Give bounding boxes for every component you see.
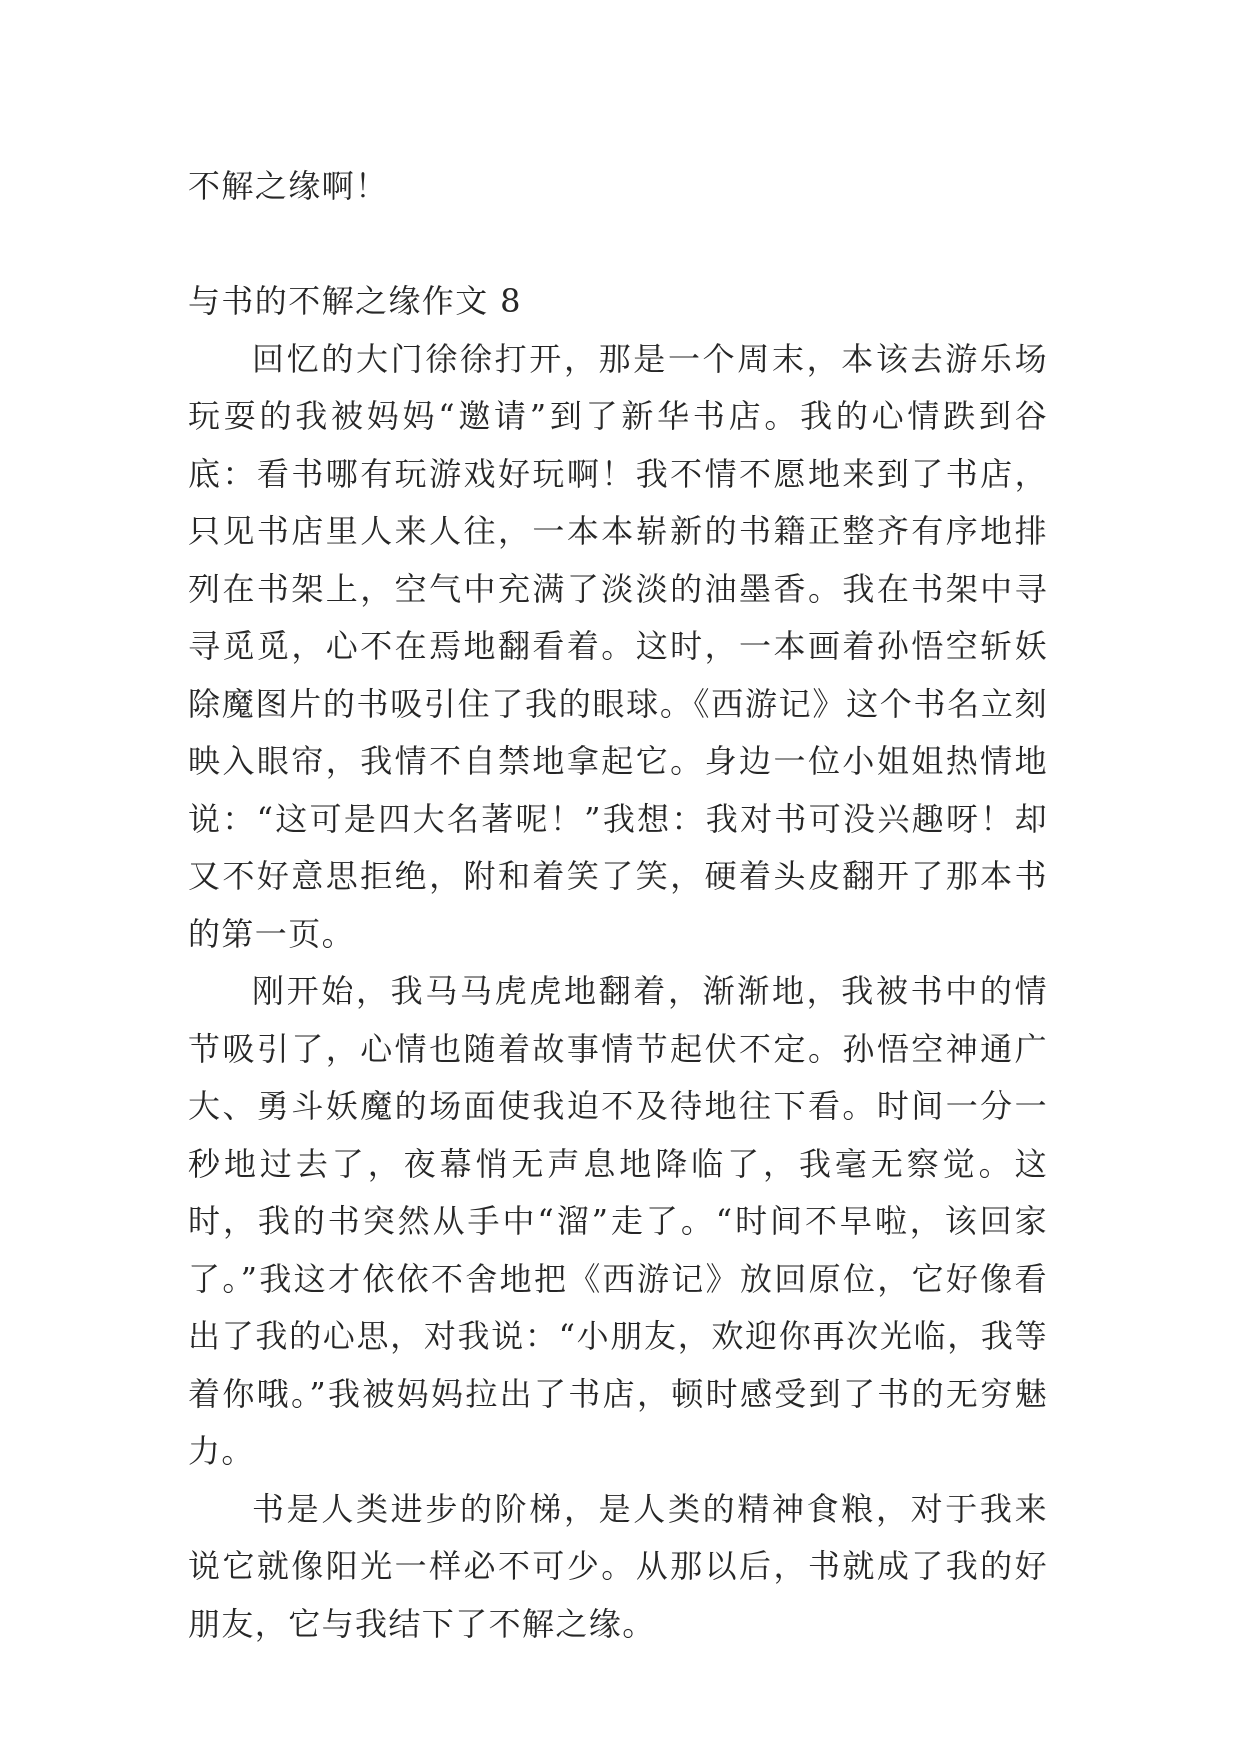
paragraph-2: 刚开始，我马马虎虎地翻着，渐渐地，我被书中的情节吸引了，心情也随着故事情节起伏不定。孙悟空神通广大、勇斗妖魔的场面使我迫不及待地往下看。时间一分一秒地过去了，夜幕悄无声息地降临了，我毫无察觉。这时，我的书突然从手中“溜”走了。“时间不早啦，该回家了。”我这才依依不舍地把《西游记》放回原位，它好像看出了我的心思，对我说：“小朋友，欢迎你再次光临，我等着你哦。”我被妈妈拉出了书店，顿时感受到了书的无穷魅力。 [188, 972, 1048, 1470]
section-gap [188, 216, 1048, 274]
previous-essay-ending: 不解之缘啊！ [188, 167, 389, 205]
paragraph-3: 书是人类进步的阶梯，是人类的精神食粮，对于我来说它就像阳光一样必不可少。从那以后，书就成了我的好朋友，它与我结下了不解之缘。 [188, 1489, 1048, 1643]
essay-title: 与书的不解之缘作文 8 [188, 282, 522, 320]
document-body [188, 158, 1048, 1653]
paragraph-1: 回忆的大门徐徐打开，那是一个周末，本该去游乐场玩耍的我被妈妈“邀请”到了新华书店。我的心情跌到谷底：看书哪有玩游戏好玩啊！我不情不愿地来到了书店，只见书店里人来人往，一本本崭新的书籍正整齐有序地排列在书架上，空气中充满了淡淡的油墨香。我在书架中寻寻觅觅，心不在焉地翻看着。这时，一本画着孙悟空斩妖除魔图片的书吸引住了我的眼球。《西游记》这个书名立刻映入眼帘，我情不自禁地拿起它。身边一位小姐姐热情地说：“这可是四大名著呢！”我想：我对书可没兴趣呀！却又不好意思拒绝，附和着笑了笑，硬着头皮翻开了那本书的第一页。 [188, 339, 1048, 953]
